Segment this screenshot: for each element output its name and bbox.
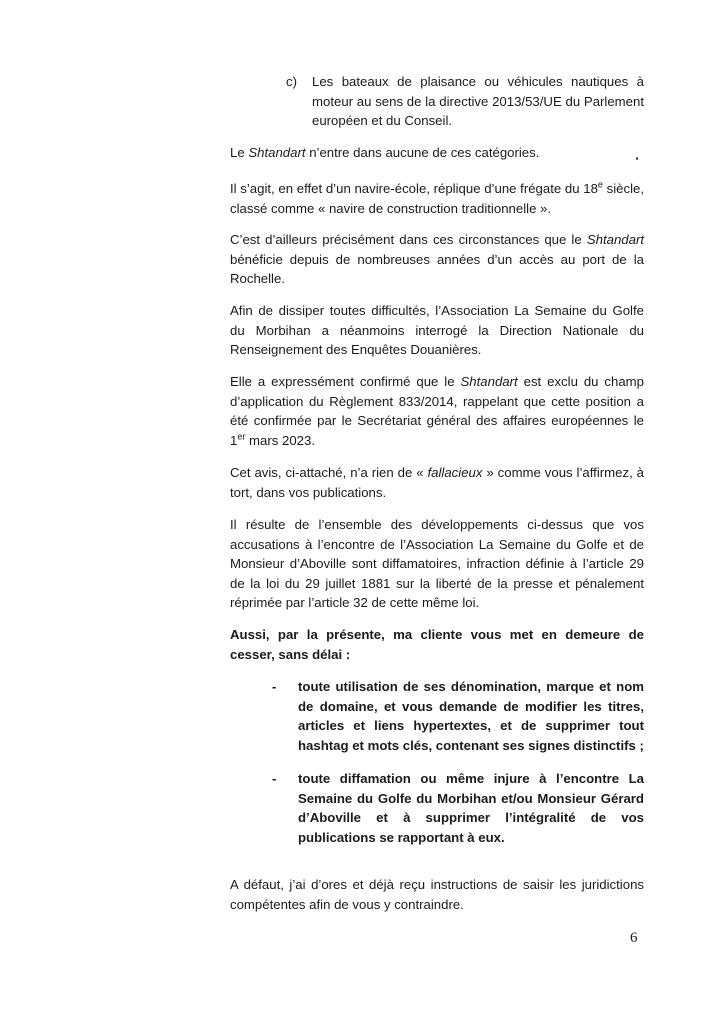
dash-bullet: -	[272, 679, 277, 694]
demand-text: toute diffamation ou même injure à l’encontre La Semaine du Golfe du Morbihan et/ou Monsieur Gérard d’Aboville et à supprimer l’intégralité de vos publications se rapportant à eux.	[298, 771, 644, 845]
paragraph-opinion-attached	[230, 463, 644, 502]
superscript: er	[237, 431, 246, 442]
text-run: » comme vous l’affirmez, à tort, dans vos publications.	[230, 465, 644, 500]
scan-speck	[636, 157, 638, 160]
paragraph-legal-action: A défaut, j’ai d’ores et déjà reçu instructions de saisir les juridictions compétentes afin de vous y contraindre.	[230, 877, 644, 912]
italic-ship-name: Shtandart	[460, 374, 518, 389]
paragraph-regulation-exclusion	[230, 372, 644, 450]
text-run: Il s’agit, en effet d’un navire-école, réplique d’une frégate du 18	[230, 181, 598, 196]
text-run: Cet avis, ci-attaché, n’a rien de «	[230, 465, 428, 480]
dash-bullet: -	[272, 771, 277, 786]
demand-text: toute utilisation de ses dénomination, marque et nom de domaine, et vous demande de modifier les titres, articles et liens hypertextes, et de supprimer tout hashtag et mots clés, contenant ses signes distinctifs ;	[298, 679, 644, 753]
paragraph-shtandart-category	[230, 143, 644, 163]
italic-ship-name: Shtandart	[248, 145, 306, 160]
text-run: mars 2023.	[245, 432, 315, 448]
paragraph-training-ship	[230, 179, 644, 218]
demand-item	[272, 677, 644, 755]
text-run: n’entre dans aucune de ces catégories.	[305, 145, 540, 160]
list-item-c	[286, 72, 644, 131]
text-run: bénéficie depuis de nombreuses années d’un accès au port de la Rochelle.	[230, 251, 644, 286]
paragraph-defamation: Il résulte de l’ensemble des développements ci-dessus que vos accusations à l’encontre de l’Association La Semaine du Golfe et de Monsieur d’Aboville sont diffamatoires, infraction définie à l’article 29 de la loi du 29 juillet 1881 sur la liberté de la presse et pénalement réprimée par l’article 32 de cette même loi.	[230, 517, 644, 610]
italic-ship-name: Shtandart	[586, 232, 644, 247]
text-run: Le	[230, 145, 249, 160]
italic-word: fallacieux	[427, 465, 483, 480]
paragraph-formal-notice: Aussi, par la présente, ma cliente vous met en demeure de cesser, sans délai :	[230, 627, 644, 662]
list-marker: c)	[286, 74, 297, 89]
page-number: 6	[630, 930, 638, 946]
paragraph-customs-inquiry: Afin de dissiper toutes difficultés, l’Association La Semaine du Golfe du Morbihan a néanmoins interrogé la Direction Nationale du Renseignement des Enquêtes Douanières.	[230, 303, 644, 357]
text-run: Elle a expressément confirmé que le	[230, 374, 461, 389]
text-run: C’est d’ailleurs précisément dans ces circonstances que le	[230, 232, 587, 247]
text-run: est exclu du champ d’application du Règlement 833/2014, rappelant que cette position a été confirmée par le Secrétariat général des affaires européennes le 1	[230, 374, 644, 448]
superscript: e	[597, 179, 603, 190]
list-item-text: Les bateaux de plaisance ou véhicules nautiques à moteur au sens de la directive 2013/53/UE du Parlement européen et du Conseil.	[312, 74, 644, 128]
demand-item	[272, 769, 644, 847]
text-run: siècle, classé comme « navire de construction traditionnelle ».	[230, 181, 644, 216]
paragraph-port-access	[230, 230, 644, 289]
